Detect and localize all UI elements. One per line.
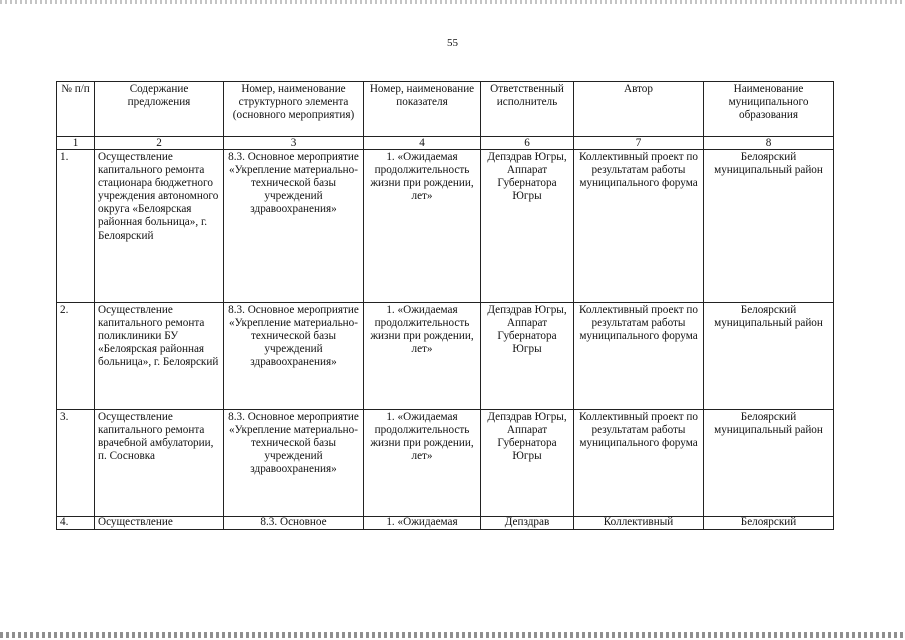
proposal-content: Осуществление капитального ремонта стационара бюджетного учреждения автономного округа «Белоярская районная больница», г. Белоярский (95, 150, 224, 303)
table-row (57, 410, 834, 517)
header-municipality: Наименование муниципального образования (704, 82, 834, 137)
proposals-table (56, 81, 834, 530)
column-number: 6 (481, 137, 574, 150)
executor: Депздрав Югры, Аппарат Губернатора Югры (481, 303, 574, 410)
proposal-content: Осуществление капитального ремонта поликлиники БУ «Белоярская районная больница», г. Белоярский (95, 303, 224, 410)
structural-element: 8.3. Основное (224, 517, 364, 530)
executor: Депздрав Югры, Аппарат Губернатора Югры (481, 150, 574, 303)
municipality: Белоярский муниципальный район (704, 410, 834, 517)
municipality: Белоярский муниципальный район (704, 303, 834, 410)
header-author: Автор (574, 82, 704, 137)
column-number: 7 (574, 137, 704, 150)
municipality: Белоярский (704, 517, 834, 530)
row-number: 2. (57, 303, 95, 410)
author: Коллективный проект по результатам работы муниципального форума (574, 150, 704, 303)
author: Коллективный (574, 517, 704, 530)
scan-artifact-bottom (0, 632, 905, 638)
row-number: 1. (57, 150, 95, 303)
structural-element: 8.3. Основное мероприятие «Укрепление материально-технической базы учреждений здравоохранения» (224, 410, 364, 517)
table-header-row (57, 82, 834, 137)
municipality: Белоярский муниципальный район (704, 150, 834, 303)
header-content: Содержание предложения (95, 82, 224, 137)
structural-element: 8.3. Основное мероприятие «Укрепление материально-технической базы учреждений здравоохранения» (224, 303, 364, 410)
column-number: 8 (704, 137, 834, 150)
column-number: 2 (95, 137, 224, 150)
header-indicator: Номер, наименование показателя (364, 82, 481, 137)
column-number: 3 (224, 137, 364, 150)
scan-artifact-top (0, 0, 905, 4)
indicator: 1. «Ожидаемая (364, 517, 481, 530)
column-number: 4 (364, 137, 481, 150)
author: Коллективный проект по результатам работы муниципального форума (574, 410, 704, 517)
header-number: № п/п (57, 82, 95, 137)
proposal-content: Осуществление капитального ремонта врачебной амбулатории, п. Сосновка (95, 410, 224, 517)
table-row (57, 150, 834, 303)
table-row (57, 303, 834, 410)
executor: Депздрав (481, 517, 574, 530)
indicator: 1. «Ожидаемая продолжительность жизни при рождении, лет» (364, 410, 481, 517)
header-structural-element: Номер, наименование структурного элемента (основного мероприятия) (224, 82, 364, 137)
author: Коллективный проект по результатам работы муниципального форума (574, 303, 704, 410)
header-executor: Ответственный исполнитель (481, 82, 574, 137)
proposal-content: Осуществление (95, 517, 224, 530)
row-number: 4. (57, 517, 95, 530)
table-row (57, 517, 834, 530)
row-number: 3. (57, 410, 95, 517)
column-number-row (57, 137, 834, 150)
column-number: 1 (57, 137, 95, 150)
executor: Депздрав Югры, Аппарат Губернатора Югры (481, 410, 574, 517)
structural-element: 8.3. Основное мероприятие «Укрепление материально-технической базы учреждений здравоохранения» (224, 150, 364, 303)
indicator: 1. «Ожидаемая продолжительность жизни при рождении, лет» (364, 150, 481, 303)
page-number: 55 (447, 37, 458, 49)
indicator: 1. «Ожидаемая продолжительность жизни при рождении, лет» (364, 303, 481, 410)
